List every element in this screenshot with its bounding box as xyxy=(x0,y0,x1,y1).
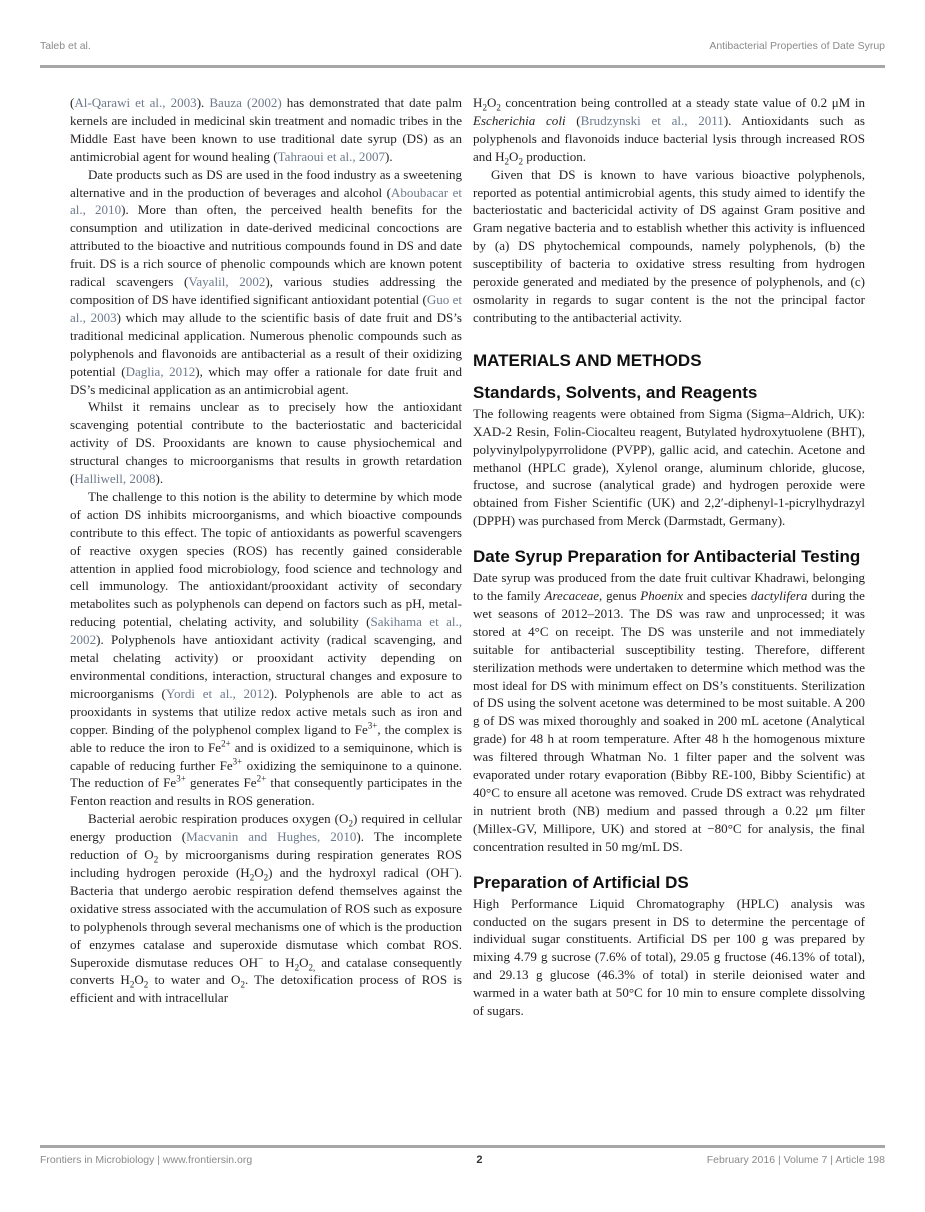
citation-link[interactable]: Brudzynski et al., 2011 xyxy=(580,112,724,128)
header-rule xyxy=(40,65,885,68)
citation-link[interactable]: Bauza (2002) xyxy=(209,95,282,110)
right-column xyxy=(473,94,865,1020)
citation-link[interactable]: Al-Qarawi et al., 2003 xyxy=(74,95,197,110)
citation-link[interactable]: Sakihama et al., 2002 xyxy=(70,614,463,648)
subsection-heading: Standards, Solvents, and Reagents xyxy=(473,382,758,402)
left-column xyxy=(70,94,462,1007)
citation-link[interactable]: Halliwell, 2008 xyxy=(74,471,156,487)
citation-link[interactable]: Macvanin and Hughes, 2010 xyxy=(186,829,357,845)
section-heading: MATERIALS AND METHODS xyxy=(473,350,702,370)
footer-journal[interactable]: Frontiers in Microbiology | www.frontiersin.org xyxy=(40,1154,253,1166)
running-footer xyxy=(40,1152,885,1168)
paragraph: Given that DS is known to have various bioactive polyphenols, reported as potential antimicrobial agents, this study aimed to identify the bacteriostatic and bactericidal activity of DS against Gram positive and Gram negative bacteria and to establish whether this activity is influenced by (a) DS phytochemical compounds, namely polyphenols, (b) the susceptibility of bacteria to oxidative stress resulting from hydrogen peroxide generated and mediated by the presence of polyphenols, and (c) osmolarity in regards to sugar content is the not the principal factor contributing to the antibacterial activity. xyxy=(473,166,865,325)
paragraph: Bacterial aerobic respiration produces oxygen $(O_2)$ required in cellular energy production (Macvanin and Hughes, 2010). The incomplete reduction of $O_2$ by microorganisms during respiration generates ROS including hydrogen peroxide $(H_2O_2)$ and the hydroxyl radical (OH−). Bacteria that undergo aerobic respiration defend themselves against the oxidative stress associated with the accumulation of ROS such as exposure to polyphenols through several mechanisms one of which is the production of enzymes catalase and superoxide dismutase which combat ROS. Superoxide dismutase reduces OH− to $H_2O_{2,}$ and catalase consequently converts $H_2O_2$ to water and $O_2$. The detoxification process of ROS is efficient and with intracellular xyxy=(70,811,462,1006)
paragraph: $H_2O_2$ concentration being controlled at a steady state value of 0.2 μM in Escherichia coli (Brudzynski et al., 2011). Antioxidants such as polyphenols and flavonoids induce bacterial lysis through increased ROS and $H_2O_2$ production. xyxy=(473,95,865,167)
citation-link[interactable]: Daglia, 2012 xyxy=(125,363,196,379)
citation-link[interactable]: Guo et al., 2003 xyxy=(70,291,462,325)
paragraph: The challenge to this notion is the ability to determine by which mode of action DS inhibits microorganisms, and which bioactive compounds contribute to this effect. The topic of antioxidants as powerful scavengers of reactive oxygen species (ROS) has recently gained considerable attention in applied food microbiology, food science and technology and cell immunology. The antioxidant/prooxidant activity of secondary metabolites such as polyphenols can depend on factors such as pH, metal-reducing potential, chelating activity, and solubility (Sakihama et al., 2002). Polyphenols have antioxidant activity (radical scavenging, and metal chelating activity) or prooxidant activity depending on environmental conditions, interaction, structural changes and exposure to microorganisms (Yordi et al., 2012). Polyphenols are able to act as prooxidants in systems that utilize redox active metals such as iron and copper. Binding of the polyphenol complex ligand to $Fe^{3+}$, the complex is able to reduce the iron to $Fe^{2+}$ and is oxidized to a semiquinone, which is capable of reducing further $Fe^{3+}$ oxidizing the semiquinone to a quinone. The reduction of $Fe^{3+}$ generates $Fe^{2+}$ that consequently participates in the Fenton reaction and results in ROS generation. xyxy=(70,488,463,809)
paragraph: The following reagents were obtained from Sigma (Sigma–Aldrich, UK): XAD-2 Resin, Folin-Ciocalteu reagent, Butylated hydroxytuolene (BHT), polyvinylpolypyrrolidone (PVPP), gallic acid, and catechin. Acetone and methanol (HPLC grade), Xylenol orange, aluminum chloride, glucose, fructose, and sucrose (analytical grade) and hydrogen peroxide were obtained from Fisher Scientific (UK) and 2,2′-diphenyl-1-picrylhydrazyl (DPPH) was purchased from Merck (Darmstadt, Germany). xyxy=(473,405,865,529)
paragraph: Date products such as DS are used in the food industry as a sweetening alternative and in the production of beverages and alcohol (Aboubacar et al., 2010). More than often, the perceived health benefits for the consumption and utilization in date-derived medicinal concoctions are attributed to the bioactive and nutritious compounds found in DS and date fruit. DS is a rich source of phenolic compounds which are known potent radical scavengers (Vayalil, 2002), various studies addressing the composition of DS have identified significant antioxidant potential (Guo et al., 2003) which may allude to the scientific basis of date fruit and DS’s traditional medicinal application. Numerous phenolic compounds such as polyphenols and flavonoids are antibacterial as a result of their oxidizing potential (Daglia, 2012), which may offer a rationale for date fruit and DS’s medicinal application as an antimicrobial agent. xyxy=(70,166,463,397)
citation-link[interactable]: Yordi et al., 2012 xyxy=(165,685,270,701)
header-authors: Taleb et al. xyxy=(40,40,91,52)
paragraph: High Performance Liquid Chromatography (HPLC) analysis was conducted on the sugars present in DS to determine the percentage of individual sugar constituents. Artificial DS per 100 g was prepared by mixing 4.79 g sucrose (7.6% of total), 29.05 g fructose (46.13% of total), and 29.13 g glucose (46.3% of total) in sterile deionised water and warmed in a water bath at 50°C for 10 min to ensure complete dissolving of sugars. xyxy=(473,895,865,1019)
citation-link[interactable]: Vayalil, 2002 xyxy=(188,274,266,290)
paragraph: (Al-Qarawi et al., 2003). Bauza (2002) has demonstrated that date palm kernels are included in medicinal skin treatment and nomadic tribes in the Middle East have been known to use traditional date syrup (DS) as an antimicrobial agent for wound healing (Tahraoui et al., 2007). xyxy=(70,95,462,164)
running-header xyxy=(40,40,885,60)
subsection-heading: Date Syrup Preparation for Antibacterial Testing xyxy=(473,547,861,567)
subsection-heading: Preparation of Artificial DS xyxy=(473,872,689,892)
citation-link[interactable]: Aboubacar et al., 2010 xyxy=(70,184,462,218)
footer-rule xyxy=(40,1145,885,1148)
citation-link[interactable]: Tahraoui et al., 2007 xyxy=(277,148,386,164)
paragraph: Date syrup was produced from the date fruit cultivar Khadrawi, belonging to the family Arecaceae, genus Phoenix and species dactylifera during the wet seasons of 2012–2013. The DS was raw and unprocessed; it was stored at 4°C on receipt. The DS was unsterile and not immediately suitable for antibacterial susceptibility testing. Therefore, different sterilization methods were undertaken to determine which method was the most ideal for DS with minimum effect on DS’s constituents. Sterilization of DS using the solvent acetone was determined to be most suitable. A 200 g of DS was mixed thoroughly and soaked in 200 mL acetone (Analytical grade) for 48 h at room temperature. After 48 h the homogenous mixture was filtered through Whatman No. 1 filter paper and the solvent was evaporated under rotary evaporation (Bibby RE-100, Bibby Scientific) at 40°C to ensure all acetone was removed. Crude DS extract was rehydrated in nutrient broth (NB) medium and passed through a 0.22 μm filter (Millex-GV, Millipore, UK) and stored at −80°C for analysis, the final concentration resulted in 50 mg/mL DS. xyxy=(473,570,865,854)
paragraph: Whilst it remains unclear as to precisely how the antioxidant scavenging potential contribute to the bacteriostatic and bactericidal activity of DS. Prooxidants are known to cause physiochemical and structural changes to microorganisms that results in growth retardation (Halliwell, 2008). xyxy=(70,399,462,487)
header-running-title: Antibacterial Properties of Date Syrup xyxy=(709,40,885,52)
footer-issue: February 2016 | Volume 7 | Article 198 xyxy=(706,1154,885,1166)
page-number: 2 xyxy=(476,1154,483,1166)
